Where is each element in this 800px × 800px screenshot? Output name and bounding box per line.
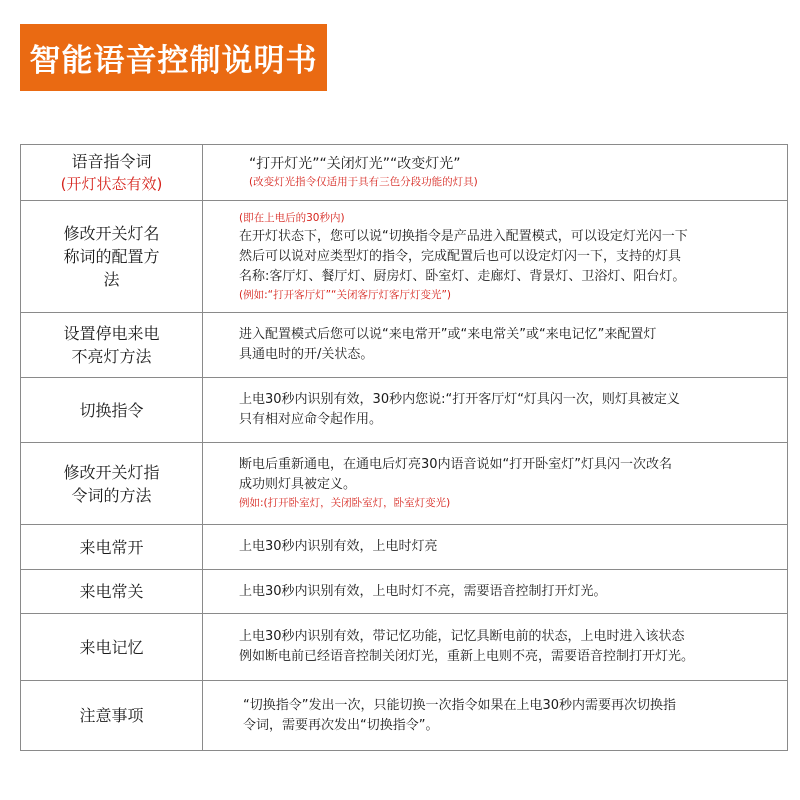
row-label-line: 法 xyxy=(103,270,120,289)
row-description-cell xyxy=(203,614,788,681)
row-label: 来电常关 xyxy=(79,582,144,601)
row-label: 来电记忆 xyxy=(79,637,144,657)
title-banner xyxy=(20,24,327,91)
row-text-line: “切换指令”发出一次，只能切换一次指令如果在上电30秒内需要再次切换指 xyxy=(243,697,677,713)
row-text-line: 名称:客厅灯、餐厅灯、厨房灯、卧室灯、走廊灯、背景灯、卫浴灯、阳台灯。 xyxy=(239,268,686,284)
row-label-line: 不亮灯方法 xyxy=(71,347,152,366)
row-description-cell xyxy=(203,145,788,201)
row-description-cell xyxy=(203,681,788,751)
row-note: (即在上电后的30秒内) xyxy=(239,211,345,224)
row-label-cell xyxy=(21,378,203,443)
row-label-line: 修改开关灯指 xyxy=(63,462,160,482)
table-row xyxy=(21,201,788,313)
table-row xyxy=(21,614,788,681)
row-label-cell xyxy=(21,201,203,313)
row-label-line: 设置停电来电 xyxy=(63,324,160,343)
row-description-cell xyxy=(203,201,788,313)
row-description-cell xyxy=(203,570,788,614)
row-text-line: 成功则灯具被定义。 xyxy=(239,477,357,492)
row-text-line: 上电30秒内识别有效，带记忆功能，记忆具断电前的状态，上电时进入该状态 xyxy=(239,629,685,644)
table-row xyxy=(21,378,788,443)
row-label-cell xyxy=(21,570,203,614)
instruction-table xyxy=(20,144,788,751)
row-label-cell xyxy=(21,525,203,570)
row-text-line: 在开灯状态下，您可以说“切换指令是产品进入配置模式，可以设定灯光闪一下 xyxy=(239,228,688,244)
row-label-note: (开灯状态有效) xyxy=(60,175,163,193)
row-label-line: 令词的方法 xyxy=(71,485,152,505)
row-description-cell xyxy=(203,313,788,378)
row-text-line: 令词，需要再次发出“切换指令”。 xyxy=(243,717,439,733)
row-note: (例如:“打开客厅灯”“关闭客厅灯客厅灯变光”) xyxy=(239,288,451,301)
row-label-cell xyxy=(21,443,203,525)
row-text: “打开灯光”“关闭灯光”“改变灯光” xyxy=(249,156,461,172)
row-label: 注意事项 xyxy=(79,706,144,725)
row-text-line: 具通电时的开/关状态。 xyxy=(239,347,374,362)
row-text-line: 上电30秒内识别有效，30秒内您说:“打开客厅灯“灯具闪一次，则灯具被定义 xyxy=(239,392,680,407)
row-label-line: 称词的配置方 xyxy=(63,247,160,266)
row-text-line: 然后可以说对应类型灯的指令，完成配置后也可以设定灯闪一下，支持的灯具 xyxy=(239,248,682,264)
row-note: (改变灯光指令仅适用于具有三色分段功能的灯具) xyxy=(249,176,478,188)
table-row xyxy=(21,313,788,378)
row-note: 例如:(打开卧室灯，关闭卧室灯，卧室灯变光) xyxy=(239,497,451,509)
table-row xyxy=(21,570,788,614)
row-label-cell xyxy=(21,145,203,201)
row-description-cell xyxy=(203,378,788,443)
page-title: 智能语音控制说明书 xyxy=(29,43,318,79)
row-label: 切换指令 xyxy=(79,400,144,420)
table-row xyxy=(21,443,788,525)
table-row xyxy=(21,525,788,570)
table-row xyxy=(21,681,788,751)
row-text-line: 只有相对应命令起作用。 xyxy=(239,412,383,427)
row-text-line: 进入配置模式后您可以说“来电常开”或“来电常关”或“来电记忆”来配置灯 xyxy=(239,327,657,342)
row-label: 来电常开 xyxy=(79,537,144,557)
row-label: 语音指令词 xyxy=(71,152,152,171)
row-description-cell xyxy=(203,443,788,525)
row-text-line: 上电30秒内识别有效，上电时灯亮 xyxy=(239,539,438,554)
row-text-line: 上电30秒内识别有效，上电时灯不亮，需要语音控制打开灯光。 xyxy=(239,583,607,599)
row-description-cell xyxy=(203,525,788,570)
row-label-cell xyxy=(21,681,203,751)
row-text-line: 断电后重新通电，在通电后灯亮30内语音说如“打开卧室灯”灯具闪一次改名 xyxy=(239,457,673,472)
row-label-cell xyxy=(21,313,203,378)
table-row xyxy=(21,145,788,201)
row-text-line: 例如断电前已经语音控制关闭灯光，重新上电则不亮，需要语音控制打开灯光。 xyxy=(239,649,695,664)
row-label-cell xyxy=(21,614,203,681)
row-label-line: 修改开关灯名 xyxy=(63,224,160,243)
